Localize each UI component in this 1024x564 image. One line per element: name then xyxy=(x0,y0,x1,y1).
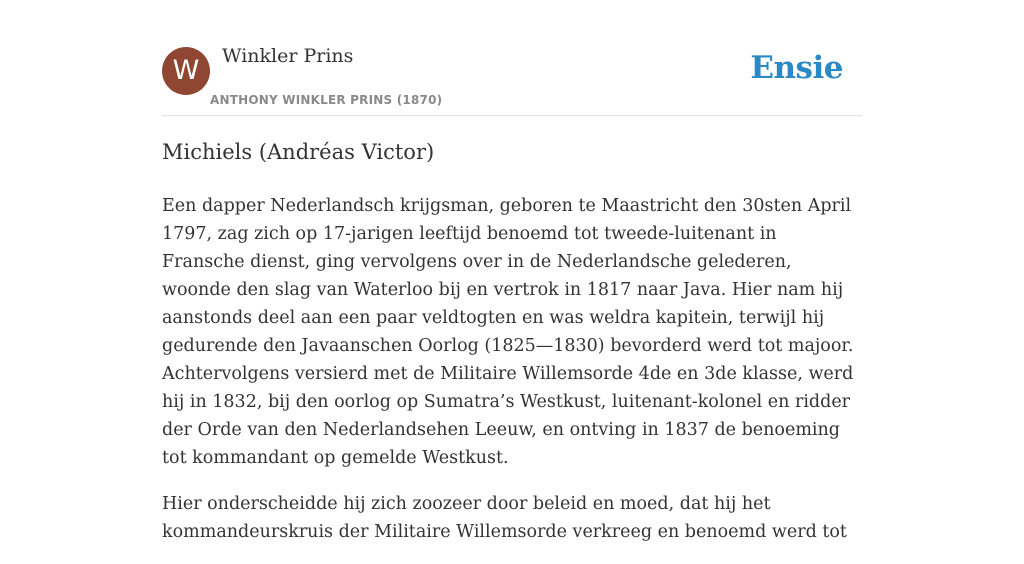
entry-header xyxy=(162,0,862,116)
entry-title: Michiels (Andréas Victor) xyxy=(162,140,435,164)
entry-body xyxy=(162,192,862,564)
source-label[interactable]: ANTHONY WINKLER PRINS (1870) xyxy=(210,93,443,107)
author-name-link[interactable]: Winkler Prins xyxy=(222,45,354,67)
body-paragraph: Een dapper Nederlandsch krijgsman, geboren te Maastricht den 30sten April 1797, zag zich op 17-jarigen leeftijd benoemd tot tweede-luitenant in Fransche dienst, ging vervolgens over in de Nederlandsche gelederen, woonde den slag van Waterloo bij en vertrok in 1817 naar Java. Hier nam hij aanstonds deel aan een paar veldtogten en was weldra kapitein, terwijl hij gedurende den Javaanschen Oorlog (1825—1830) bevorderd werd tot majoor. Achtervolgens versierd met de Militaire Willemsorde 4de en 3de klasse, werd hij in 1832, bij den oorlog op Sumatra’s Westkust, luitenant-kolonel en ridder der Orde van den Nederlandsehen Leeuw, en ontving in 1837 de benoeming tot kommandant op gemelde Westkust. xyxy=(162,196,854,468)
ensie-logo[interactable]: Ensie xyxy=(750,50,843,86)
body-paragraph: Hier onderscheidde hij zich zoozeer door beleid en moed, dat hij het kommandeurskruis der Militaire Willemsorde verkreeg en benoemd werd tot xyxy=(162,494,847,542)
author-avatar[interactable]: W xyxy=(162,47,210,95)
content-container xyxy=(162,0,862,542)
